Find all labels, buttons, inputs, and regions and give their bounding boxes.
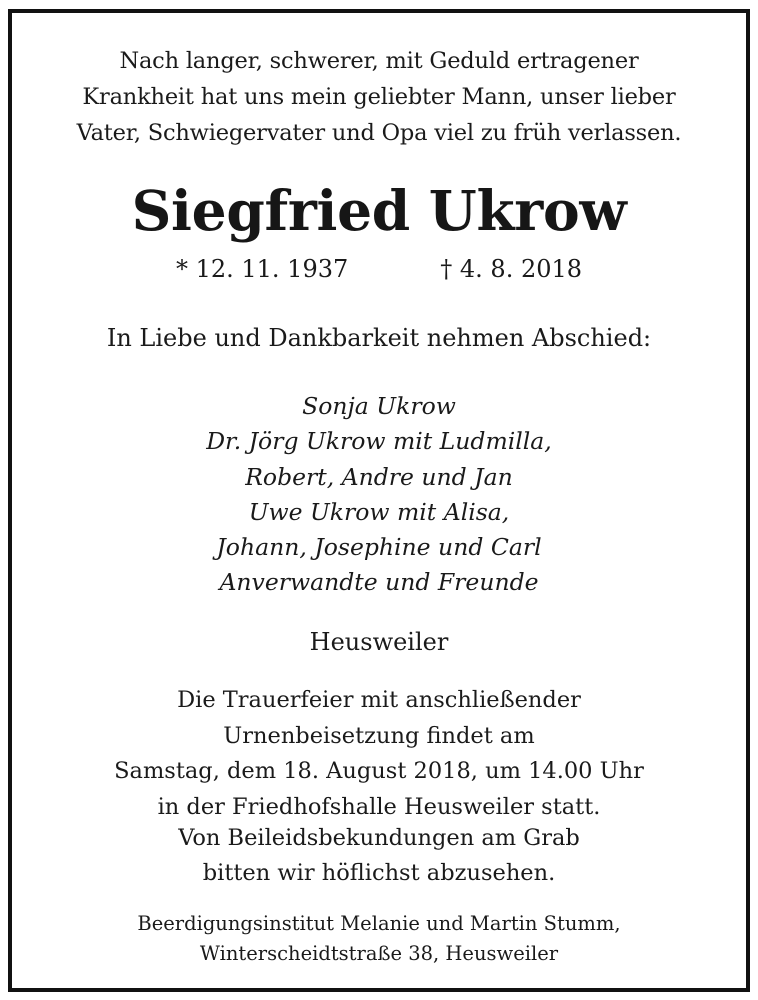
birth-date: * 12. 11. 1937 (175, 255, 349, 283)
farewell-line: In Liebe und Dankbarkeit nehmen Abschied: (106, 324, 652, 352)
mourner-line: Dr. Jörg Ukrow mit Ludmilla, (206, 427, 552, 456)
funeral-home (12, 909, 746, 969)
intro-line: Nach langer, schwerer, mit Geduld ertragener (119, 48, 639, 74)
intro-text (12, 43, 746, 151)
deceased-name: Siegfried Ukrow (131, 178, 627, 243)
condolence-line: bitten wir höflichst abzusehen. (202, 860, 556, 886)
funeral-home-line: Beerdigungsinstitut Melanie und Martin Stumm, (137, 912, 621, 935)
service-info (12, 683, 746, 825)
obituary-notice (8, 9, 750, 992)
condolence-line: Von Beileidsbekundungen am Grab (178, 825, 580, 851)
place-name: Heusweiler (309, 628, 449, 656)
death-date: † 4. 8. 2018 (440, 255, 583, 283)
mourner-line: Anverwandte und Freunde (219, 568, 539, 597)
service-line: in der Friedhofshalle Heusweiler statt. (157, 793, 601, 820)
mourner-line: Uwe Ukrow mit Alisa, (248, 497, 510, 526)
intro-line: Vater, Schwiegervater und Opa viel zu früh verlassen. (76, 120, 682, 146)
condolence-note (12, 821, 746, 891)
mourner-line: Johann, Josephine und Carl (216, 533, 542, 562)
mourner-line: Robert, Andre und Jan (245, 462, 513, 491)
service-line: Die Trauerfeier mit anschließender (177, 687, 581, 713)
service-line: Urnenbeisetzung findet am (223, 722, 535, 749)
funeral-home-line: Winterscheidtstraße 38, Heusweiler (199, 942, 559, 965)
mourners-list (12, 389, 746, 601)
mourner-line: Sonja Ukrow (302, 392, 456, 420)
service-line: Samstag, dem 18. August 2018, um 14.00 Uhr (114, 758, 644, 784)
intro-line: Krankheit hat uns mein geliebter Mann, unser lieber (82, 84, 676, 110)
life-dates (12, 253, 746, 285)
